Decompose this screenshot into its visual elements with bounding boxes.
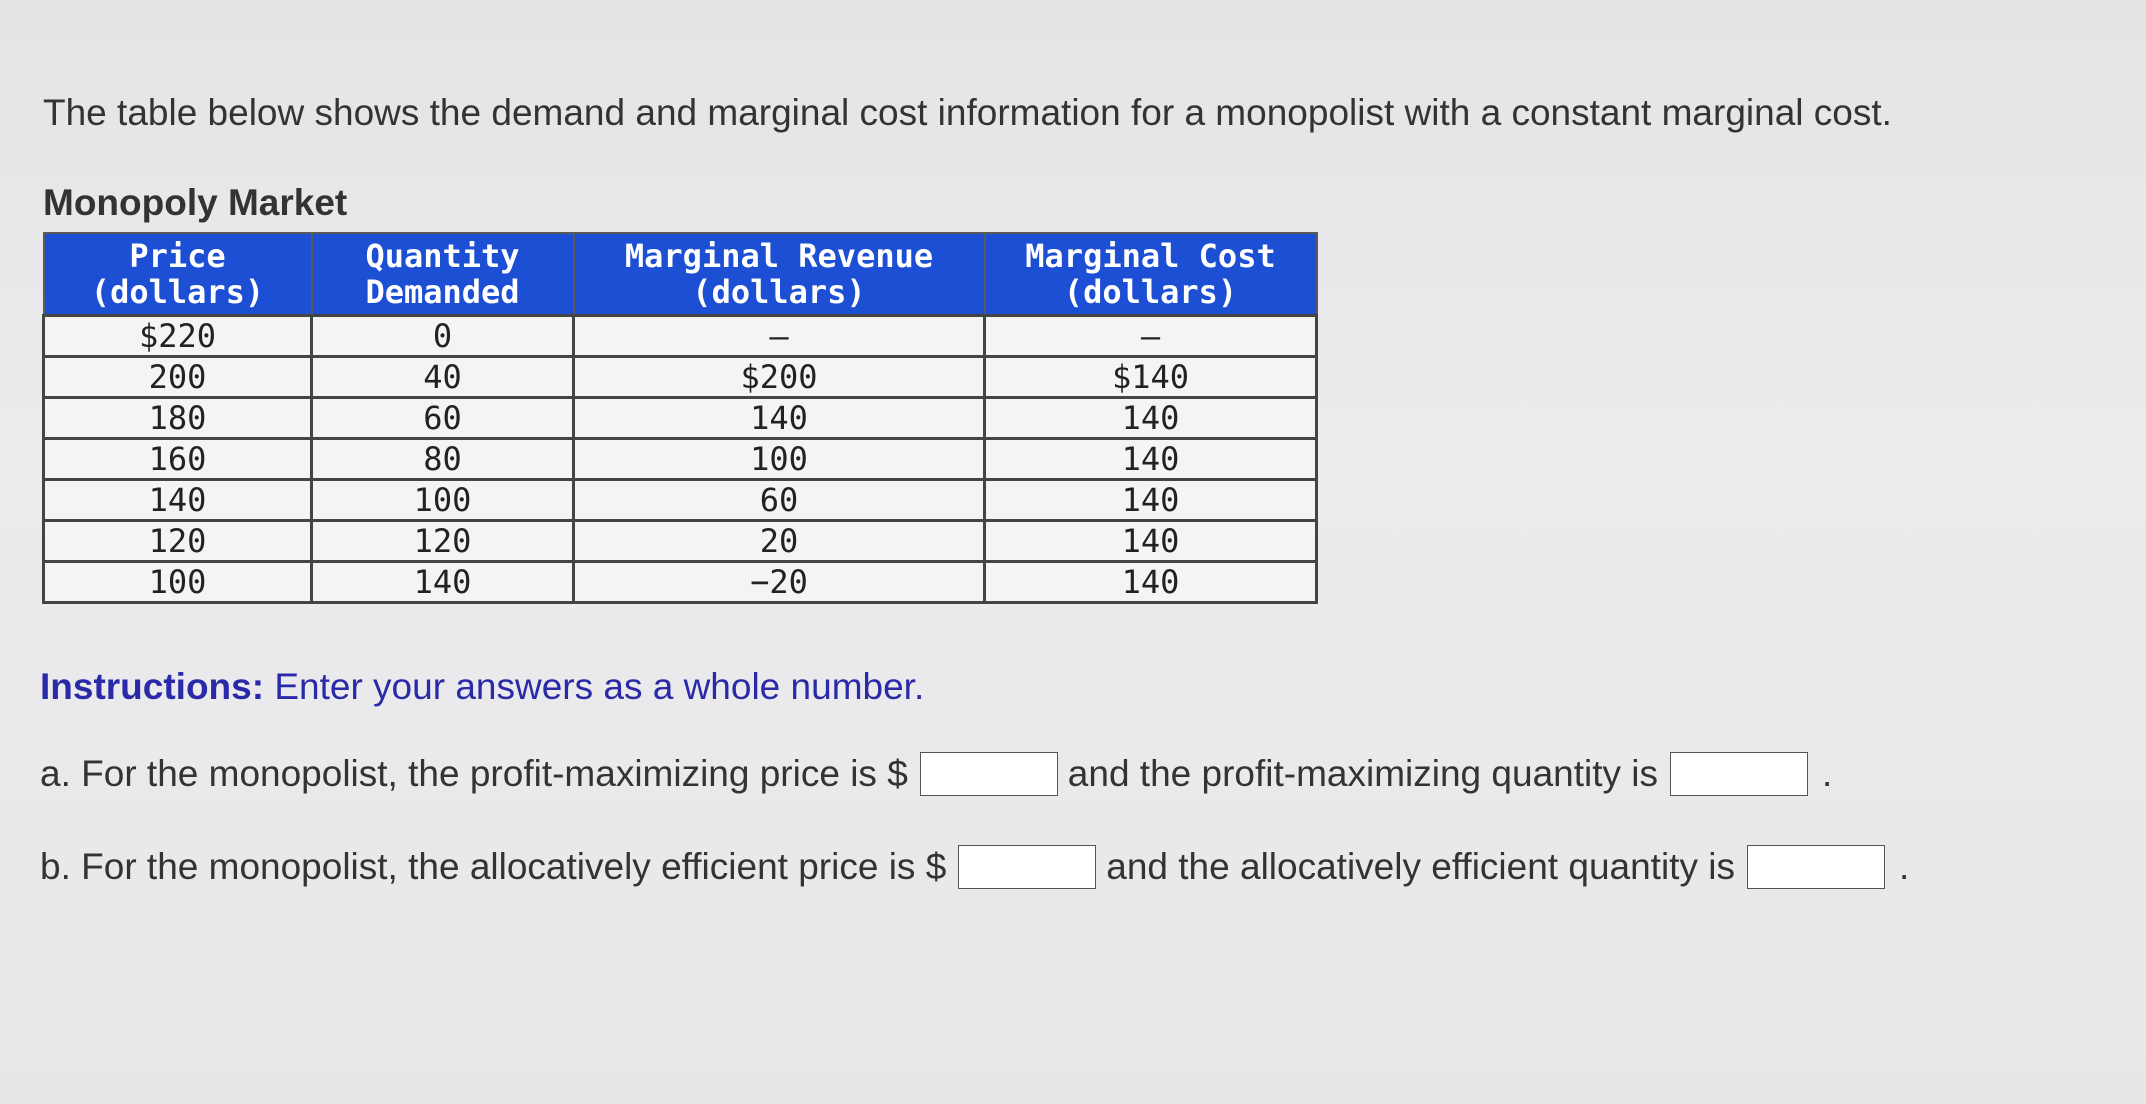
cell-price: 100 [44, 562, 312, 603]
cell-marginal-cost: 140 [985, 521, 1317, 562]
cell-marginal-revenue: −20 [574, 562, 985, 603]
header-mr-line1: Marginal Revenue [624, 237, 934, 275]
question-b-price-input[interactable] [958, 845, 1096, 889]
cell-quantity: 0 [312, 316, 574, 357]
table-row [44, 562, 1317, 603]
table-row [44, 521, 1317, 562]
cell-price: 160 [44, 439, 312, 480]
cell-quantity: 120 [312, 521, 574, 562]
table-row [44, 316, 1317, 357]
cell-marginal-revenue: 140 [574, 398, 985, 439]
cell-price: 120 [44, 521, 312, 562]
cell-quantity: 140 [312, 562, 574, 603]
cell-quantity: 40 [312, 357, 574, 398]
header-marginal-cost [985, 233, 1317, 316]
instructions-text: Enter your answers as a whole number. [264, 666, 925, 707]
question-a-price-input[interactable] [920, 752, 1058, 796]
question-a-quantity-input[interactable] [1670, 752, 1808, 796]
cell-marginal-cost: $140 [985, 357, 1317, 398]
cell-marginal-revenue: — [574, 316, 985, 357]
cell-marginal-cost: 140 [985, 480, 1317, 521]
question-b-suffix: . [1898, 846, 1910, 887]
header-price [44, 233, 312, 316]
instructions-label: Instructions: [40, 666, 265, 707]
cell-quantity: 100 [312, 480, 574, 521]
header-price-line1: Price [129, 237, 226, 275]
header-mr-line2: (dollars) [692, 273, 866, 311]
question-a-middle: and the profit-maximizing quantity is [1067, 753, 1659, 794]
table-header-row [44, 233, 1317, 316]
cell-price: 180 [44, 398, 312, 439]
question-b-quantity-input[interactable] [1747, 845, 1885, 889]
header-quantity-line1: Quantity [365, 237, 520, 275]
question-a-prefix: a. For the monopolist, the profit-maximizing price is $ [40, 753, 908, 794]
cell-marginal-revenue: 60 [574, 480, 985, 521]
header-mc-line1: Marginal Cost [1025, 237, 1276, 275]
intro-text: The table below shows the demand and marginal cost information for a monopolist with a constant marginal cost. [43, 92, 1892, 133]
table-row [44, 398, 1317, 439]
cell-quantity: 60 [312, 398, 574, 439]
header-quantity [312, 233, 574, 316]
monopoly-market-table [42, 232, 1318, 604]
header-marginal-revenue [574, 233, 985, 316]
question-a [40, 752, 1832, 796]
cell-marginal-cost: — [985, 316, 1317, 357]
table-title: Monopoly Market [43, 182, 348, 223]
cell-price: 200 [44, 357, 312, 398]
question-b [40, 845, 1909, 889]
header-mc-line2: (dollars) [1063, 273, 1238, 311]
cell-marginal-cost: 140 [985, 562, 1317, 603]
cell-marginal-cost: 140 [985, 398, 1317, 439]
cell-marginal-revenue: 100 [574, 439, 985, 480]
cell-price: $220 [44, 316, 312, 357]
cell-price: 140 [44, 480, 312, 521]
header-quantity-line2: Demanded [365, 273, 520, 311]
cell-marginal-revenue: $200 [574, 357, 985, 398]
cell-marginal-revenue: 20 [574, 521, 985, 562]
question-b-middle: and the allocatively efficient quantity is [1106, 846, 1735, 887]
table-row [44, 439, 1317, 480]
cell-quantity: 80 [312, 439, 574, 480]
question-b-prefix: b. For the monopolist, the allocatively efficient price is $ [40, 846, 947, 887]
table-row [44, 357, 1317, 398]
header-price-line2: (dollars) [90, 273, 265, 311]
cell-marginal-cost: 140 [985, 439, 1317, 480]
question-a-suffix: . [1822, 753, 1833, 794]
table-row [44, 480, 1317, 521]
instructions [40, 666, 924, 708]
